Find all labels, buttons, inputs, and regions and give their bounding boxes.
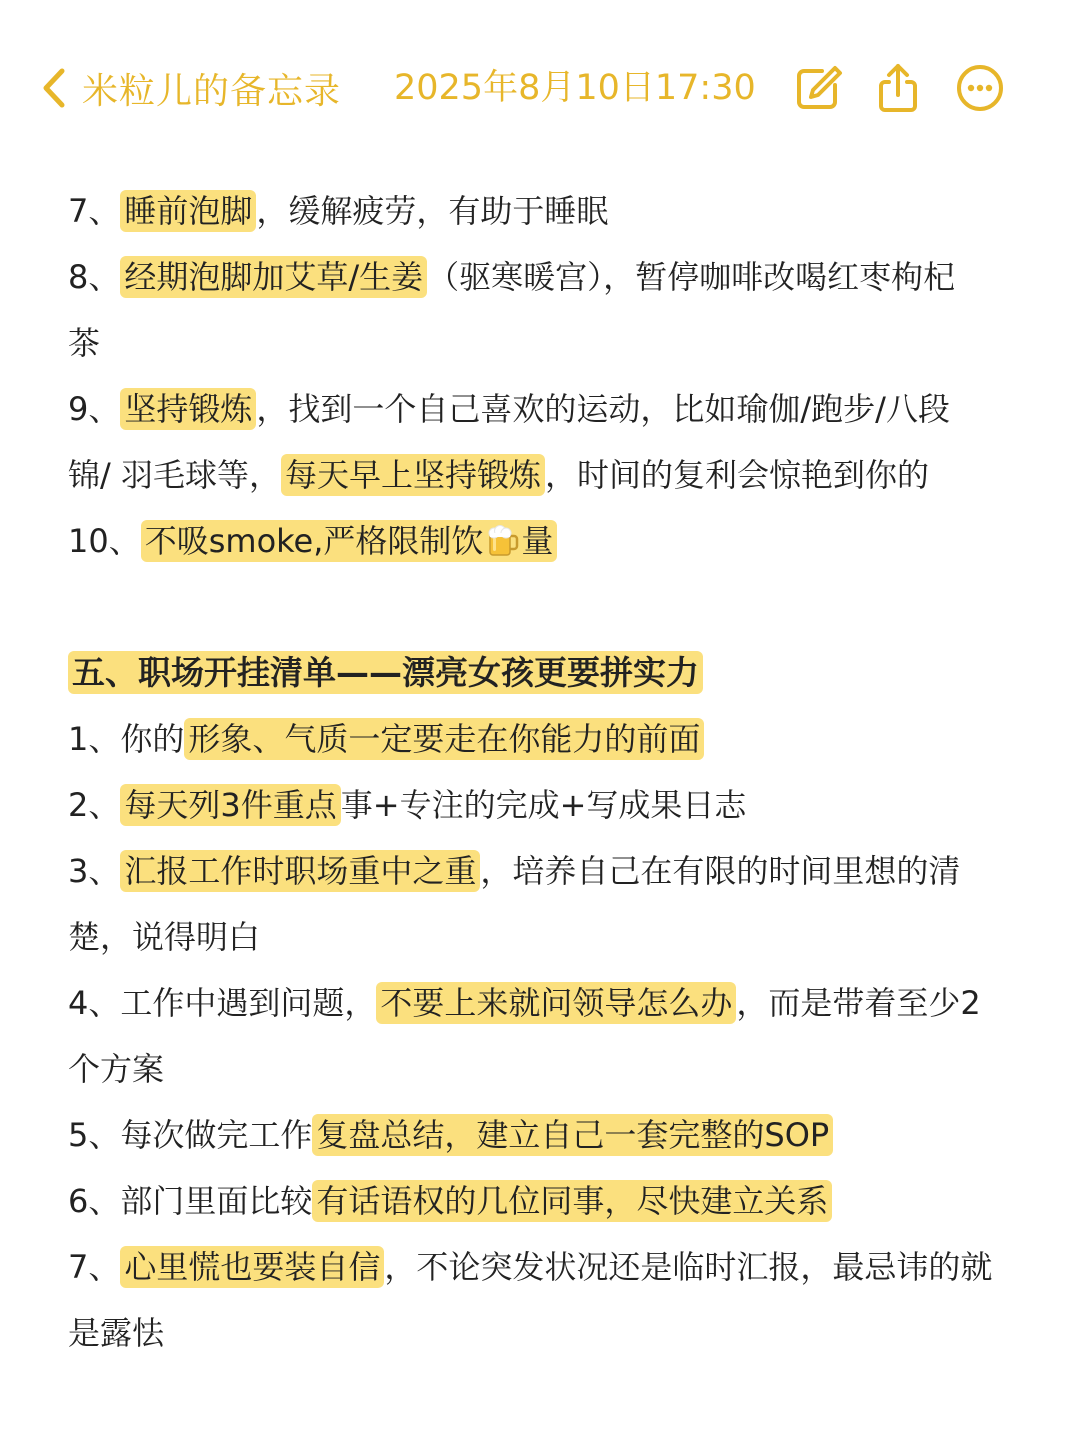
- list-item-continuation: 个方案: [68, 1050, 165, 1088]
- list-item-continuation: 楚，说得明白: [68, 918, 261, 956]
- share-icon[interactable]: [872, 62, 924, 114]
- list-item: 3、 汇报工作时职场重中之重 ，培养自己在有限的时间里想的清: [68, 852, 961, 890]
- highlight: 不吸smoke,严格限制饮 量: [141, 520, 558, 562]
- list-item: 9、 坚持锻炼 ，找到一个自己喜欢的运动，比如瑜伽/跑步/八段: [68, 390, 950, 428]
- highlight: 经期泡脚加艾草/生姜: [120, 256, 427, 298]
- highlight: 汇报工作时职场重中之重: [120, 850, 480, 892]
- list-item: 6、部门里面比较 有话语权的几位同事，尽快建立关系: [68, 1168, 1043, 1234]
- list-item-continuation: 是露怯: [68, 1314, 165, 1352]
- highlight: 心里慌也要装自信: [120, 1246, 384, 1288]
- highlight: 不要上来就问领导怎么办: [376, 982, 736, 1024]
- highlight: 每天早上坚持锻炼: [281, 454, 545, 496]
- list-item-continuation: 茶: [68, 324, 101, 362]
- list-item: 1、你的 形象、气质一定要走在你能力的前面: [68, 706, 1043, 772]
- list-item: 8、 经期泡脚加艾草/生姜 （驱寒暖宫），暂停咖啡改喝红枣枸杞: [68, 258, 956, 296]
- highlight: 睡前泡脚: [120, 190, 256, 232]
- more-icon[interactable]: [954, 62, 1006, 114]
- list-item: 7、 睡前泡脚 ，缓解疲劳，有助于睡眠: [68, 192, 609, 230]
- back-label: 米粒儿的备忘录: [82, 70, 342, 112]
- list-item: 4、工作中遇到问题， 不要上来就问领导怎么办 ，而是带着至少2: [68, 984, 981, 1022]
- note-body: [68, 178, 1043, 1366]
- highlight: 复盘总结，建立自己一套完整的SOP: [312, 1114, 833, 1156]
- section-heading: [68, 640, 1043, 706]
- list-item: 2、 每天列3件重点 事+专注的完成+写成果日志: [68, 786, 747, 824]
- highlight: 形象、气质一定要走在你能力的前面: [184, 718, 704, 760]
- edit-icon[interactable]: [792, 62, 844, 114]
- highlight: 坚持锻炼: [120, 388, 256, 430]
- list-item-continuation: 锦/ 羽毛球等， 每天早上坚持锻炼 ，时间的复利会惊艳到你的: [68, 456, 929, 494]
- back-button[interactable]: [38, 50, 341, 126]
- highlight: 有话语权的几位同事，尽快建立关系: [312, 1180, 832, 1222]
- navigation-header: [0, 50, 1080, 126]
- list-item: 7、 心里慌也要装自信 ，不论突发状况还是临时汇报，最忌讳的就: [68, 1248, 993, 1286]
- highlight: 每天列3件重点: [120, 784, 340, 826]
- list-item: 5、每次做完工作 复盘总结，建立自己一套完整的SOP: [68, 1102, 1043, 1168]
- spacer: [68, 574, 1043, 640]
- chevron-left-icon: [38, 66, 70, 110]
- note-timestamp: 2025年8月10日17:30: [394, 68, 756, 108]
- beer-mug-icon: [485, 514, 519, 580]
- list-item: 10、 不吸smoke,严格限制饮 量: [68, 508, 1043, 574]
- section-title: 五、职场开挂清单——漂亮女孩更要拼实力: [68, 651, 703, 694]
